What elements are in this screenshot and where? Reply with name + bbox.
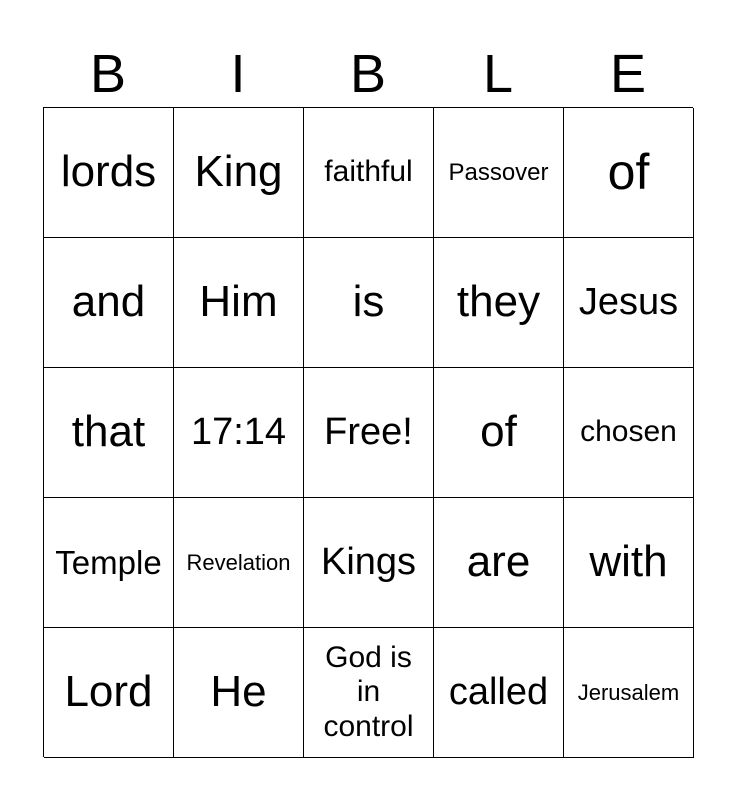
bingo-cell[interactable] [44,108,174,238]
bingo-cell[interactable] [304,368,434,498]
bingo-cell[interactable] [564,498,694,628]
bingo-cell[interactable] [434,108,564,238]
bingo-cell[interactable] [564,628,694,758]
bingo-cell[interactable] [434,368,564,498]
header-letter-i: I [230,44,246,104]
cell-text: with [589,537,668,587]
bingo-cell[interactable] [564,238,694,368]
bingo-cell[interactable] [434,628,564,758]
cell-text: Kings [320,540,417,583]
cell-text: faithful [324,155,413,189]
cell-text: Revelation [186,549,291,575]
bingo-cell[interactable] [44,628,174,758]
header-letter-b: B [349,44,387,104]
cell-text: chosen [580,415,677,449]
bingo-cell[interactable] [174,498,304,628]
bingo-cell[interactable] [304,628,434,758]
bingo-cell[interactable] [44,498,174,628]
cell-text: Jesus [578,280,679,323]
cell-text: is [352,277,385,327]
cell-text: Him [199,277,278,327]
bingo-cell[interactable] [564,368,694,498]
header-letter-e: E [609,44,647,104]
bingo-cell[interactable] [304,108,434,238]
cell-text: Free! [324,410,413,453]
cell-text: He [210,667,267,717]
cell-text: they [456,277,541,327]
cell-text: and [71,277,146,327]
cell-text: of [607,143,650,200]
bingo-cell[interactable] [44,238,174,368]
cell-text: Passover [448,158,549,186]
bingo-board [43,107,693,757]
cell-text: Lord [64,667,153,717]
bingo-cell[interactable] [304,498,434,628]
cell-text: God is in control [323,640,414,743]
bingo-cell[interactable] [174,368,304,498]
cell-text: Temple [55,543,162,581]
cell-text: called [448,670,549,713]
header-letter-l: L [482,44,514,104]
cell-text: of [480,407,517,457]
bingo-cell[interactable] [434,498,564,628]
bingo-cell[interactable] [174,238,304,368]
bingo-header [43,42,693,106]
bingo-cell[interactable] [44,368,174,498]
bingo-cell[interactable] [564,108,694,238]
cell-text: Jerusalem [577,679,680,705]
bingo-cell[interactable] [174,108,304,238]
cell-text: lords [60,147,157,197]
cell-text: are [466,537,531,587]
cell-text: King [194,147,283,197]
header-letter-b: B [89,44,127,104]
cell-text: 17:14 [190,410,287,453]
bingo-cell[interactable] [434,238,564,368]
bingo-cell[interactable] [174,628,304,758]
bingo-cell[interactable] [304,238,434,368]
cell-text: that [71,407,146,457]
